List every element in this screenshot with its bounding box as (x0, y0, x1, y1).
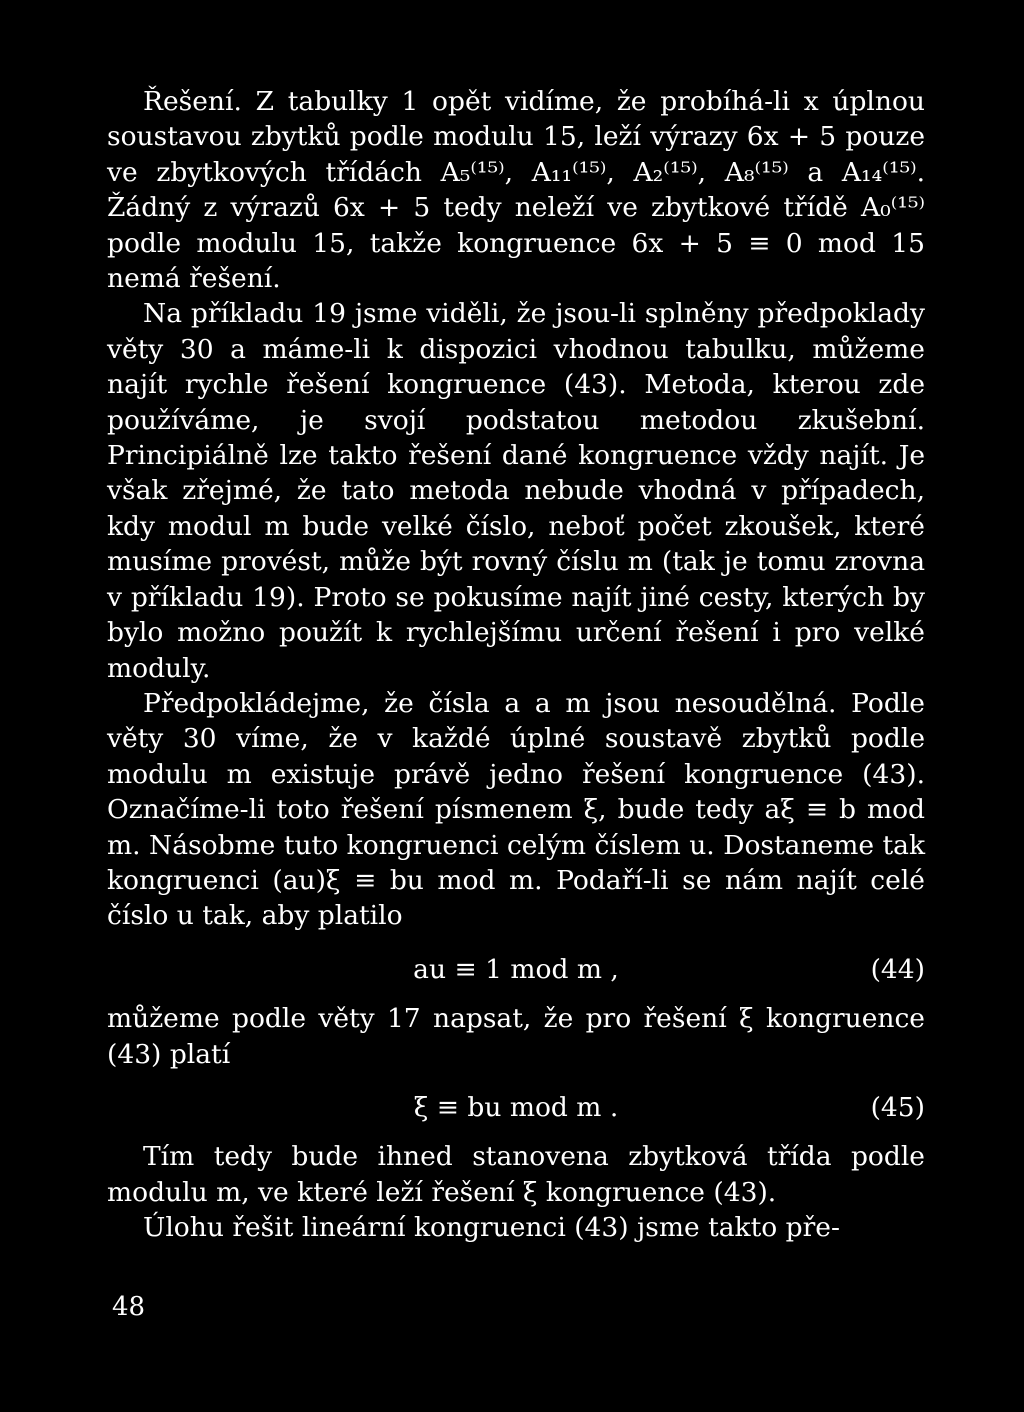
equation-45-number: (45) (870, 1091, 925, 1123)
equation-44-number: (44) (870, 953, 925, 985)
equation-45 (107, 1090, 925, 1125)
paragraph-assumption: Předpokládejme, že čísla a a m jsou nesoudělná. Podle věty 30 víme, že v každé úplné soustavě zbytků podle modulu m existuje právě jedno řešení kongruence (43). Označíme-li toto řešení písmenem ξ, bude tedy aξ ≡ b mod m. Násobme tuto kongruenci celým číslem u. Dostaneme tak kongruenci (au)ξ ≡ bu mod m. Podaří-li se nám najít celé číslo u tak, aby platilo (107, 687, 925, 932)
page-body (107, 84, 925, 1246)
page-number: 48 (112, 1292, 146, 1322)
equation-44-body: au ≡ 1 mod m , (413, 953, 619, 985)
paragraph-task: Úlohu řešit lineární kongruenci (43) jsme takto pře- (143, 1212, 840, 1244)
equation-44 (107, 952, 925, 987)
equation-45-body: ξ ≡ bu mod m . (413, 1091, 619, 1123)
paragraph-example-19: Na příkladu 19 jsme viděli, že jsou-li splněny předpoklady věty 30 a máme-li k dispozici vhodnou tabulku, můžeme najít rychle řešení kongruence (43). Metoda, kterou zde používáme, je svojí podstatou metodou zkušební. Principiálně lze takto řešení dané kongruence vždy najít. Je však zřejmé, že tato metoda nebude vhodná v případech, kdy modul m bude velké číslo, neboť počet zkoušek, které musíme provést, může být rovný číslu m (tak je tomu zrovna v příkladu 19). Proto se pokusíme najít jiné cesty, kterých by bylo možno použít k rychlejšímu určení řešení i pro velké moduly. (107, 298, 925, 684)
paragraph-solution: Řešení. Z tabulky 1 opět vidíme, že probíhá-li x úplnou soustavou zbytků podle modulu 15, leží výrazy 6x + 5 pouze ve zbytkových třídách A₅⁽¹⁵⁾, A₁₁⁽¹⁵⁾, A₂⁽¹⁵⁾, A₈⁽¹⁵⁾ a A₁₄⁽¹⁵⁾. Žádný z výrazů 6x + 5 tedy neleží ve zbytkové třídě A₀⁽¹⁵⁾ podle modulu 15, takže kongruence 6x + 5 ≡ 0 mod 15 nemá řešení. (107, 86, 925, 295)
paragraph-after-44: můžeme podle věty 17 napsat, že pro řešení ξ kongruence (43) platí (107, 1003, 925, 1070)
paragraph-residue-class: Tím tedy bude ihned stanovena zbytková třída podle modulu m, ve které leží řešení ξ kongruence (43). (107, 1141, 925, 1208)
